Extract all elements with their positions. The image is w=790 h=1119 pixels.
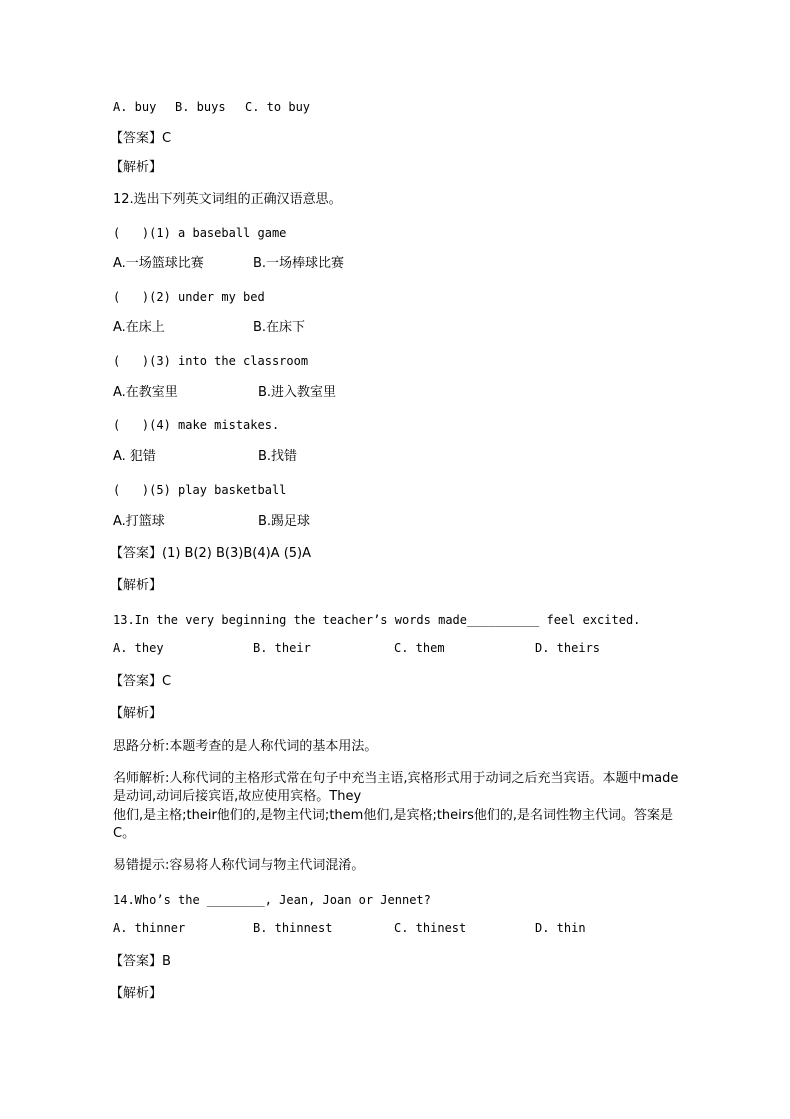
- q12-item-2-b: B.在床下: [253, 320, 306, 335]
- q12-item-5: ( )(5) play basketball: [113, 483, 287, 497]
- q12-item-1: ( )(1) a baseball game: [113, 226, 287, 240]
- q13-stem: 13.In the very beginning the teacher’s words made__________ feel excited.: [113, 613, 641, 627]
- q11-option-b: B. buys: [175, 100, 226, 114]
- q14-option-b: B. thinnest: [253, 921, 333, 935]
- q12-item-5-b: B.踢足球: [258, 514, 311, 529]
- q12-item-2-a: A.在床上: [113, 320, 165, 335]
- q11-option-c: C. to buy: [245, 100, 311, 114]
- q14-option-c: C. thinest: [394, 921, 467, 935]
- q12-item-4-b: B.找错: [258, 449, 298, 464]
- q13-error-tip: 易错提示:容易将人称代词与物主代词混淆。: [113, 858, 365, 873]
- q13-option-b: B. their: [253, 641, 311, 655]
- q12-item-3: ( )(3) into the classroom: [113, 354, 309, 368]
- q12-item-4: ( )(4) make mistakes.: [113, 418, 280, 432]
- q14-stem: 14.Who’s the ________, Jean, Joan or Jennet?: [113, 893, 431, 907]
- q12-answer: 【答案】(1) B(2) B(3)B(4)A (5)A: [110, 546, 312, 561]
- q13-analysis: 【解析】: [110, 706, 163, 721]
- q14-analysis: 【解析】: [110, 986, 163, 1001]
- q13-option-a: A. they: [113, 641, 164, 655]
- q11-option-a: A. buy: [113, 100, 157, 114]
- q11-analysis: 【解析】: [110, 160, 163, 175]
- q12-item-5-a: A.打篮球: [113, 514, 165, 529]
- q13-option-d: D. theirs: [535, 641, 601, 655]
- q14-answer: 【答案】B: [110, 954, 171, 969]
- q12-stem: 12.选出下列英文词组的正确汉语意思。: [113, 192, 342, 207]
- q13-thinking: 思路分析:本题考查的是人称代词的基本用法。: [113, 739, 378, 754]
- q13-teacher-analysis-cont: 他们,是主格;their他们的,是物主代词;them他们,是宾格;theirs他们的,是名词性物主代词。答案是C。: [113, 808, 674, 841]
- q13-option-c: C. them: [394, 641, 445, 655]
- q12-item-1-a: A.一场篮球比赛: [113, 256, 204, 271]
- q13-answer: 【答案】C: [110, 674, 172, 689]
- q12-analysis: 【解析】: [110, 578, 163, 593]
- q12-item-1-b: B.一场棒球比赛: [253, 256, 345, 271]
- q14-option-d: D. thin: [535, 921, 586, 935]
- q14-option-a: A. thinner: [113, 921, 186, 935]
- q12-item-3-a: A.在教室里: [113, 385, 178, 400]
- q12-item-2: ( )(2) under my bed: [113, 290, 265, 304]
- q12-item-4-a: A. 犯错: [113, 449, 156, 464]
- q11-answer: 【答案】C: [110, 131, 172, 146]
- q13-teacher-analysis: 名师解析:人称代词的主格形式常在句子中充当主语,宾格形式用于动词之后充当宾语。本题中made是动词,动词后接宾语,故应使用宾格。They: [113, 771, 679, 804]
- q12-item-3-b: B.进入教室里: [258, 385, 337, 400]
